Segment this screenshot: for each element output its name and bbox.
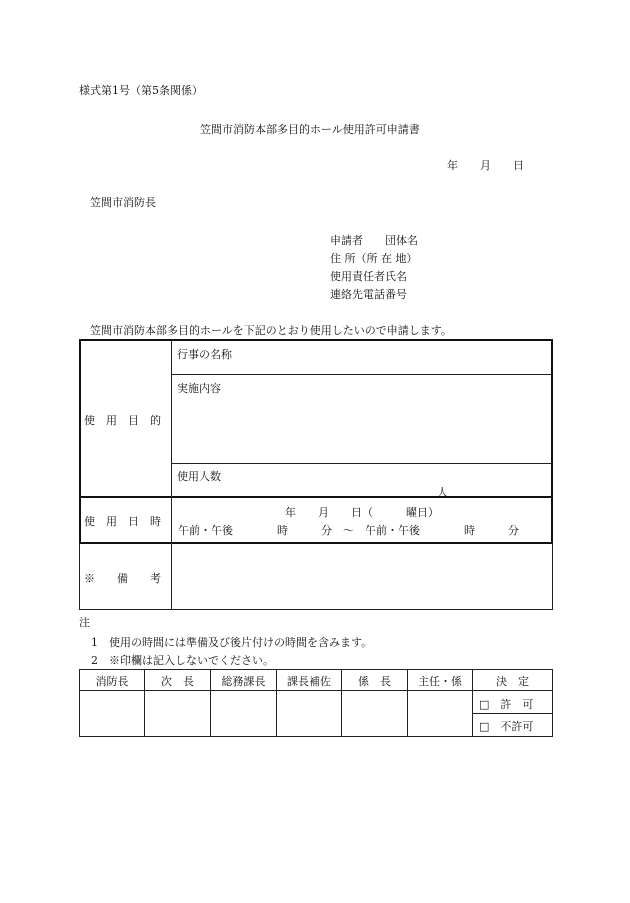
intro-text: 笠間市消防本部多目的ホールを下記のとおり使用したいので申請します。 (90, 324, 452, 337)
header-section-chief: 係 長 (358, 675, 391, 688)
note-2: 2 ※印欄は記入しないでください。 (91, 654, 274, 667)
applicant-org: 申請者 団体名 (330, 234, 418, 247)
remarks-label: ※ 備 考 (84, 572, 161, 585)
date-line: 年 月 日 (447, 159, 524, 172)
header-decision: 決 定 (496, 675, 529, 688)
applicant-phone: 連絡先電話番号 (330, 288, 407, 301)
time-row: 午前・午後 時 分 ～ 午前・午後 時 分 (178, 524, 519, 537)
note-1: 1 使用の時間には準備及び後片付けの時間を含みます。 (91, 636, 373, 649)
content-label: 実施内容 (177, 382, 221, 395)
header-fire-chief: 消防長 (95, 675, 129, 688)
header-assistant-manager: 課長補佐 (287, 675, 331, 688)
form-title: 笠間市消防本部多目的ホール使用許可申請書 (200, 123, 420, 136)
people-count-label: 使用人数 (177, 470, 221, 483)
applicant-address: 住 所（所 在 地） (330, 252, 418, 265)
header-deputy-chief: 次 長 (161, 675, 194, 688)
datetime-label: 使 用 日 時 (84, 515, 161, 528)
deny-checkbox[interactable]: □ 不許可 (479, 720, 534, 733)
applicant-responsible: 使用責任者氏名 (330, 270, 407, 283)
date-row: 年 月 日（ 曜日） (285, 506, 439, 519)
header-general-affairs-manager: 総務課長 (221, 675, 266, 688)
permit-checkbox[interactable]: □ 許 可 (479, 698, 534, 711)
purpose-label: 使 用 目 的 (84, 414, 161, 427)
header-staff: 主任・係 (418, 675, 462, 688)
form-number: 様式第1号（第5条関係） (79, 84, 203, 97)
people-unit: 人 (437, 486, 448, 499)
event-name-label: 行事の名称 (177, 348, 232, 361)
notes-head: 注 (79, 616, 90, 629)
addressee: 笠間市消防長 (90, 196, 156, 209)
